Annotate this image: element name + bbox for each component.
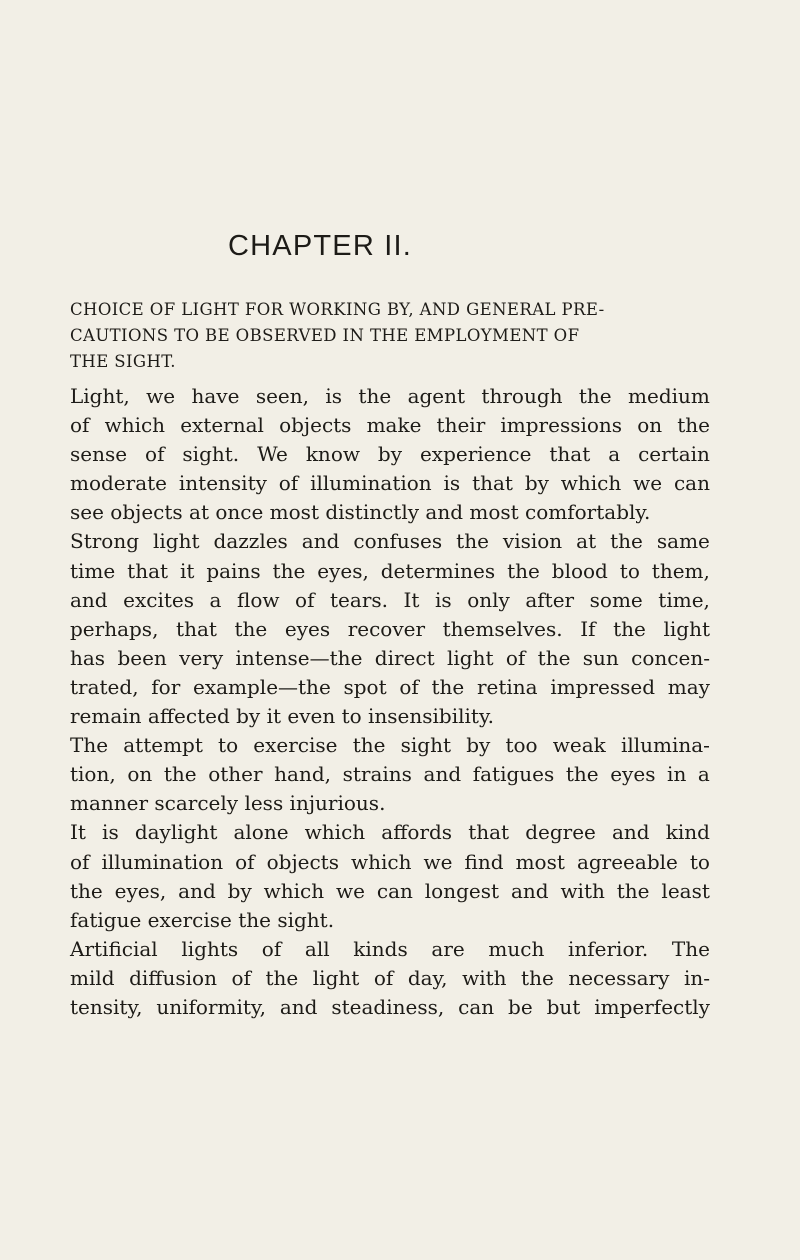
text-line: time that it pains the eyes, determines the blood to them, — [70, 558, 710, 583]
text-line: tensity, uniformity, and steadiness, can be but imperfectly — [70, 994, 710, 1019]
heading-line: CHOICE OF LIGHT FOR WORKING BY, AND GENERAL PRE- — [70, 300, 605, 319]
text-line: the eyes, and by which we can longest and with the least — [70, 878, 710, 903]
text-line: perhaps, that the eyes recover themselves. If the light — [70, 616, 710, 641]
text-line: manner scarcely less injurious. — [70, 791, 386, 816]
text-line: of illumination of objects which we find most agreeable to — [70, 849, 710, 874]
text-line: Artificial lights of all kinds are much inferior. The — [70, 936, 710, 961]
text-line: mild diffusion of the light of day, with the necessary in- — [70, 965, 710, 990]
heading-line: CAUTIONS TO BE OBSERVED IN THE EMPLOYMENT OF — [70, 326, 580, 345]
text-line: The attempt to exercise the sight by too weak illumina- — [70, 733, 710, 758]
text-line: fatigue exercise the sight. — [70, 907, 335, 932]
text-line: Strong light dazzles and confuses the vision at the same — [70, 529, 710, 554]
text-line: trated, for example—the spot of the retina impressed may — [70, 674, 710, 699]
text-line: Light, we have seen, is the agent through the medium — [70, 384, 710, 408]
text-line: moderate intensity of illumination is that by which we can — [70, 471, 710, 496]
chapter-title: CHAPTER II. — [228, 230, 412, 262]
text-line: remain affected by it even to insensibility. — [70, 704, 494, 729]
text-line: tion, on the other hand, strains and fatigues the eyes in a — [70, 762, 710, 787]
body-text — [0, 382, 800, 1022]
text-line: sense of sight. We know by experience that a certain — [70, 442, 710, 467]
text-line: see objects at once most distinctly and most comfortably. — [70, 500, 651, 525]
chapter-heading — [70, 297, 710, 375]
heading-line: THE SIGHT. — [70, 352, 176, 371]
text-line: of which external objects make their impressions on the — [70, 413, 710, 438]
text-line: and excites a flow of tears. It is only after some time, — [70, 587, 710, 612]
text-line: It is daylight alone which affords that degree and kind — [70, 820, 710, 845]
text-line: has been very intense—the direct light of the sun concen- — [70, 645, 710, 670]
